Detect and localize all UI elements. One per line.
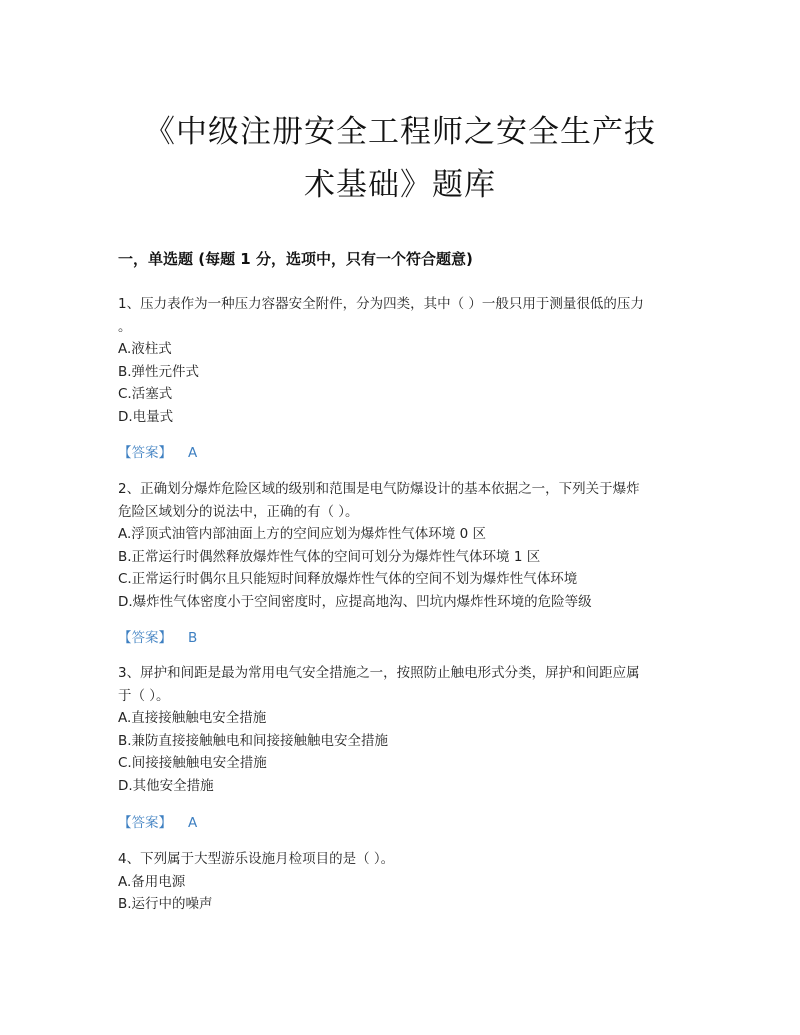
question-1-stem-line-1: 1、压力表作为一种压力容器安全附件，分为四类，其中（ ）一般只用于测量很低的压力 — [118, 296, 644, 312]
question-1-stem — [118, 293, 688, 338]
section-heading: 一，单选题 (每题 1 分，选项中，只有一个符合题意) — [118, 250, 473, 268]
question-1-option-a: A.液柱式 — [118, 341, 172, 357]
question-2-option-b: B.正常运行时偶然释放爆炸性气体的空间可划分为爆炸性气体环境 1 区 — [118, 548, 541, 565]
question-2-option-c: C.正常运行时偶尔且只能短时间释放爆炸性气体的空间不划为爆炸性气体环境 — [118, 571, 578, 587]
document-title-line-1: 《中级注册安全工程师之安全生产技 — [144, 114, 656, 150]
question-2-option-a: A.浮顶式油管内部油面上方的空间应划为爆炸性气体环境 0 区 — [118, 526, 486, 542]
answer-value: A — [188, 445, 198, 461]
question-1-stem-line-2: 。 — [118, 318, 132, 335]
question-3-option-a: A.直接接触触电安全措施 — [118, 710, 267, 726]
answer-value: A — [188, 815, 198, 831]
question-4-option-a: A.备用电源 — [118, 873, 186, 890]
question-2-stem-line-1: 2、正确划分爆炸危险区域的级别和范围是电气防爆设计的基本依据之一，下列关于爆炸 — [118, 481, 640, 497]
question-1-option-c: C.活塞式 — [118, 386, 173, 402]
question-4-option-b: B.运行中的噪声 — [118, 896, 213, 912]
question-1-option-d: D.电量式 — [118, 408, 174, 425]
document-title — [100, 106, 700, 212]
question-3-stem-line-2: 于（ ）。 — [118, 687, 170, 704]
answer-label: 【答案】 — [118, 630, 172, 646]
question-4-stem-line-1: 4、下列属于大型游乐设施月检项目的是（ ）。 — [118, 851, 395, 867]
question-2-option-d: D.爆炸性气体密度小于空间密度时，应提高地沟、凹坑内爆炸性环境的危险等级 — [118, 593, 592, 610]
question-2-stem-line-2: 危险区域划分的说法中，正确的有（ ）。 — [118, 503, 359, 520]
question-3-stem-line-1: 3、屏护和间距是最为常用电气安全措施之一，按照防止触电形式分类，屏护和间距应属 — [118, 665, 640, 681]
question-2 — [118, 478, 688, 613]
document-title-line-2: 术基础》题库 — [304, 167, 496, 203]
question-3-option-b: B.兼防直接接触触电和间接接触触电安全措施 — [118, 732, 389, 749]
question-3-answer — [118, 811, 197, 831]
question-1-answer — [118, 441, 197, 461]
question-4-stem — [118, 848, 688, 871]
question-4 — [118, 848, 688, 916]
question-3 — [118, 662, 688, 797]
question-1-option-b: B.弹性元件式 — [118, 363, 200, 380]
question-2-answer — [118, 626, 197, 646]
question-3-stem — [118, 662, 688, 707]
answer-value: B — [188, 630, 198, 646]
question-3-option-c: C.间接接触触电安全措施 — [118, 755, 267, 771]
question-2-stem — [118, 478, 688, 523]
answer-label: 【答案】 — [118, 815, 172, 831]
answer-label: 【答案】 — [118, 445, 172, 461]
question-3-option-d: D.其他安全措施 — [118, 777, 214, 794]
question-1 — [118, 293, 688, 428]
